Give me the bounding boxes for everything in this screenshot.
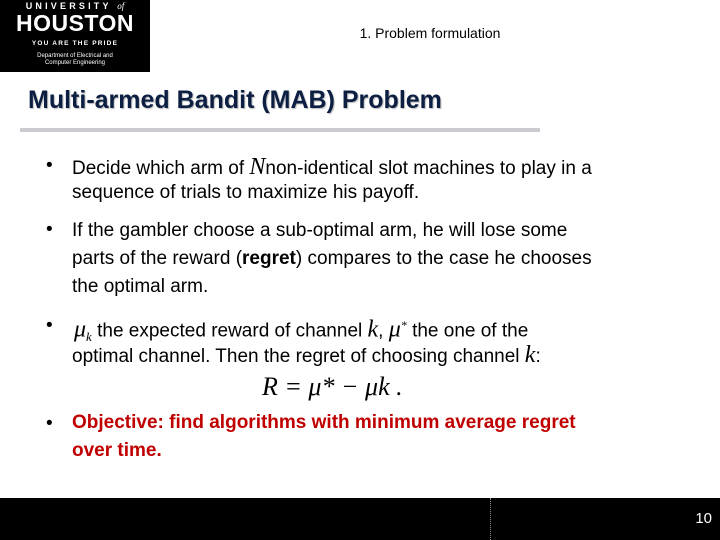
page-number: 10	[695, 510, 712, 527]
bullet-marker: •	[46, 219, 53, 240]
footer-divider	[490, 498, 493, 540]
bullet-marker: •	[46, 315, 53, 336]
bullet-2-line-1: If the gambler choose a sub-optimal arm, he will lose some	[72, 220, 568, 241]
bullet-2-line-2: parts of the reward (regret) compares to the case he chooses	[72, 248, 592, 269]
bullet-1-line-1: Decide which arm of Nnon-identical slot machines to play in a	[72, 154, 592, 180]
slide-title: Multi-armed Bandit (MAB) Problem	[28, 86, 442, 114]
var-k: k	[524, 342, 536, 368]
bullet-marker: •	[46, 155, 53, 176]
logo-houston-text: HOUSTON	[15, 10, 135, 36]
bullet-3-line-2: optimal channel. Then the regret of choosing channel k:	[72, 342, 541, 368]
logo-tagline: YOU ARE THE PRIDE	[31, 40, 119, 47]
var-k: k	[367, 316, 379, 343]
bullet-3-line-1: $\mu_k$ the expected reward of channel k, μ* the one of the	[74, 316, 529, 345]
bullet-marker: •	[46, 413, 53, 434]
var-N: N	[249, 154, 266, 180]
section-title: 1. Problem formulation	[359, 25, 501, 41]
logo-university-text: UNIVERSITY of	[25, 1, 125, 11]
logo-department: Department of Electrical and Computer Engineering	[37, 53, 113, 66]
bullet-1-line-2: sequence of trials to maximize his payoff.	[72, 182, 420, 203]
bullet-2-line-3: the optimal arm.	[72, 276, 209, 297]
objective-line-2: over time.	[72, 440, 162, 461]
regret-term: regret	[242, 248, 296, 269]
regret-formula: R = μ* − μk .	[262, 372, 403, 401]
objective-line-1: Objective: find algorithms with minimum average regret	[72, 412, 576, 433]
var-mu-star: μ	[388, 316, 401, 343]
footer-bar	[0, 498, 720, 540]
var-mu: μ	[74, 316, 87, 343]
